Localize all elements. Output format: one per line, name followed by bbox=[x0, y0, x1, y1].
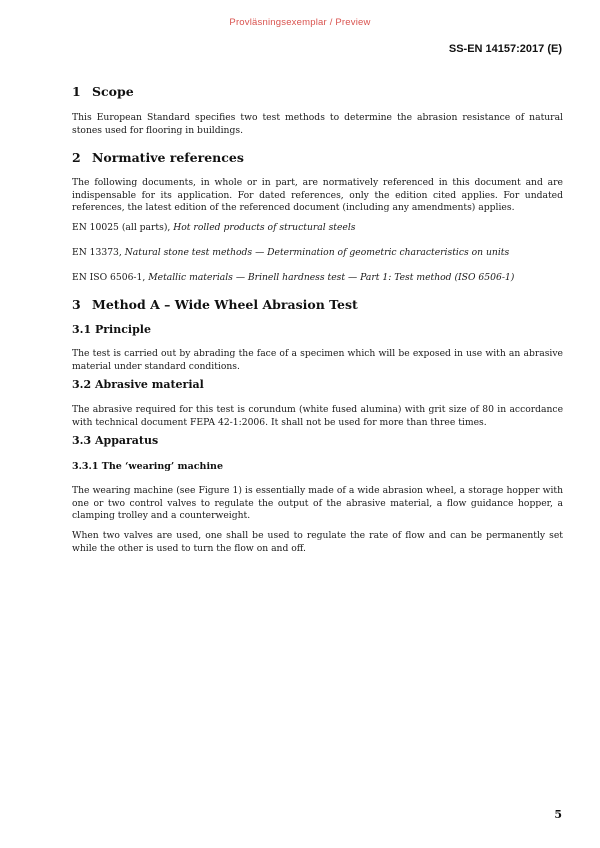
section-number: 3 bbox=[72, 297, 81, 312]
reference-item: EN ISO 6506-1, Metallic materials — Brinell hardness test — Part 1: Test method (ISO 6506-1) bbox=[72, 272, 515, 283]
section-title: Normative references bbox=[92, 150, 244, 165]
subsection-heading: 3.1 Principle bbox=[72, 323, 151, 336]
valves-paragraph: When two valves are used, one shall be used to regulate the rate of flow and can be permanently set while the other is used to turn the flow on and off. bbox=[72, 530, 563, 554]
section-2-heading bbox=[72, 150, 563, 165]
page-number: 5 bbox=[554, 808, 562, 821]
section-title: Scope bbox=[92, 84, 134, 99]
section-3-heading bbox=[72, 297, 563, 312]
preview-watermark: Provläsningsexemplar / Preview bbox=[229, 17, 371, 28]
section-number: 1 bbox=[72, 84, 81, 99]
principle-paragraph: The test is carried out by abrading the face of a specimen which will be exposed in use with an abrasive material under standard conditions. bbox=[72, 348, 563, 372]
abrasive-paragraph: The abrasive required for this test is corundum (white fused alumina) with grit size of 80 in accordance with technical document FEPA 42-1:2006. It shall not be used for more than three times. bbox=[72, 404, 563, 428]
section-number: 2 bbox=[72, 150, 81, 165]
scope-paragraph: This European Standard specifies two test methods to determine the abrasion resistance of natural stones used for flooring in buildings. bbox=[72, 112, 563, 136]
section-1-heading bbox=[72, 84, 563, 99]
subsection-heading: 3.2 Abrasive material bbox=[72, 378, 204, 391]
section-title: Method A – Wide Wheel Abrasion Test bbox=[92, 297, 358, 312]
reference-item: EN 10025 (all parts), Hot rolled products of structural steels bbox=[72, 222, 356, 233]
subsubsection-heading: 3.3.1 The ‘wearing’ machine bbox=[72, 461, 224, 472]
machine-paragraph: The wearing machine (see Figure 1) is essentially made of a wide abrasion wheel, a storage hopper with one or two control valves to regulate the output of the abrasive material, a flow guidance hopper, a clamping trolley and a counterweight. bbox=[72, 485, 563, 522]
normative-paragraph: The following documents, in whole or in part, are normatively referenced in this document and are indispensable for its application. For dated references, only the edition cited applies. For undated references, the latest edition of the referenced document (including any amendments) applies. bbox=[72, 177, 563, 214]
document-id: SS-EN 14157:2017 (E) bbox=[448, 43, 562, 55]
reference-item: EN 13373, Natural stone test methods — Determination of geometric characteristics on units bbox=[72, 247, 510, 258]
subsection-heading: 3.3 Apparatus bbox=[72, 434, 159, 447]
